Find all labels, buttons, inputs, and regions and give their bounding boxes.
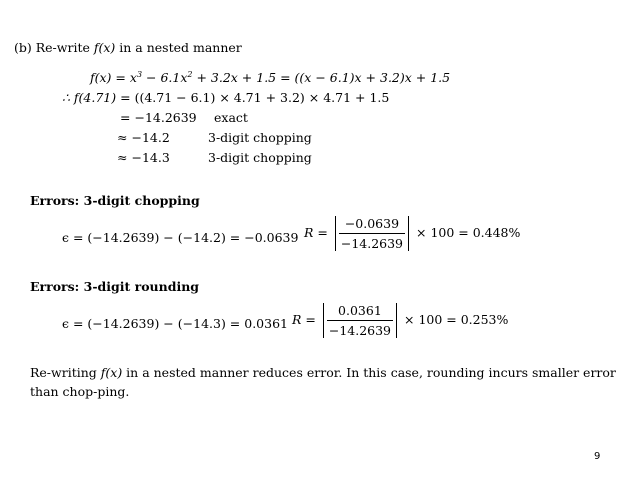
rounding-fraction (323, 303, 397, 338)
eq3-rel: = (120, 110, 131, 125)
intro-post: in a nested manner (115, 40, 242, 55)
rounding-denominator: −14.2639 (328, 323, 392, 338)
eq4-rel: ≈ (117, 130, 128, 145)
eq3-value: −14.2639 (134, 110, 197, 125)
eq1-rhs-a: x (129, 70, 137, 85)
eq4-value: −14.2 (131, 130, 170, 145)
part-b-heading (14, 40, 242, 55)
equation-line-5 (117, 150, 170, 165)
chopping-denominator: −14.2639 (340, 236, 404, 251)
intro-pre: Re-write (35, 40, 94, 55)
eq1-rhs-c: + 3.2x + 1.5 = ((x − 6.1)x + 3.2)x + 1.5 (192, 70, 451, 85)
eq4-note: 3-digit chopping (208, 130, 312, 145)
eq5-value: −14.3 (131, 150, 170, 165)
eq1-lhs: f(x) = (90, 70, 126, 85)
eq3-note: exact (214, 110, 248, 125)
part-label: (b) (14, 40, 32, 55)
rounding-heading: Errors: 3-digit rounding (30, 279, 200, 294)
chopping-epsilon-equation: ϵ = (−14.2639) − (−14.2) = −0.0639 (62, 230, 299, 245)
chopping-relative-error (304, 216, 520, 251)
eq2-lhs: ∴ f(4.71) = (62, 90, 131, 105)
eq1-exp1: 3 (136, 69, 143, 79)
equation-line-3 (120, 110, 197, 125)
chopping-r-lhs: R = (304, 225, 328, 240)
conclusion-fx: f(x) (100, 365, 123, 380)
eq5-rel: ≈ (117, 150, 128, 165)
conclusion-pre: Re-writing (30, 365, 101, 380)
conclusion-post: in a nested manner reduces error. In this case, rounding incurs smaller error than chop-ping. (30, 365, 616, 399)
rounding-r-lhs: R = (292, 312, 316, 327)
rounding-r-tail: × 100 = 0.253% (404, 312, 509, 327)
chopping-numerator: −0.0639 (339, 216, 405, 234)
equation-line-2 (62, 90, 389, 105)
fx-symbol: f(x) (93, 40, 116, 55)
conclusion-paragraph (30, 363, 630, 401)
equation-line-1 (90, 70, 450, 85)
eq1-exp2: 2 (187, 69, 193, 79)
eq1-rhs-b: − 6.1x (142, 70, 188, 85)
chopping-heading: Errors: 3-digit chopping (30, 193, 200, 208)
page-number: 9 (594, 451, 601, 462)
chopping-r-tail: × 100 = 0.448% (416, 225, 521, 240)
chopping-fraction (335, 216, 409, 251)
rounding-epsilon-equation: ϵ = (−14.2639) − (−14.3) = 0.0361 (62, 316, 288, 331)
eq2-rhs: ((4.71 − 6.1) × 4.71 + 3.2) × 4.71 + 1.5 (134, 90, 390, 105)
rounding-relative-error (292, 303, 508, 338)
eq5-note: 3-digit chopping (208, 150, 312, 165)
rounding-numerator: 0.0361 (327, 303, 393, 321)
equation-line-4 (117, 130, 170, 145)
